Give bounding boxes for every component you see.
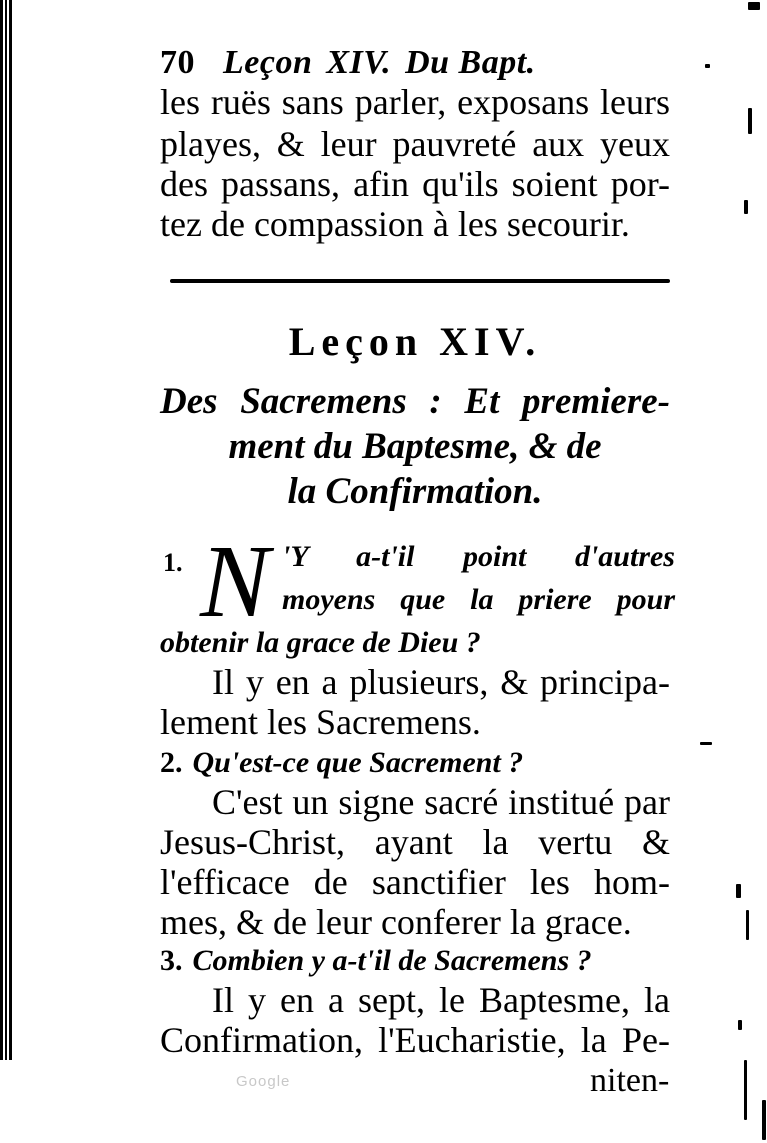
question-text: Combien y a-t'il de Sacremens ?	[192, 944, 592, 977]
lesson-heading-line: ment du Baptesme, & de	[228, 426, 602, 467]
answer-line: C'est un signe sacré institué par	[212, 782, 670, 822]
section-divider	[170, 279, 670, 283]
edge-speck	[744, 1060, 747, 1120]
running-head-topic: Du Bapt.	[405, 44, 536, 81]
answer-line: mes, & de leur conferer la grace.	[160, 902, 632, 942]
question-text: moyens que la priere pour	[282, 583, 675, 616]
answer-line: Il y en a plusieurs, & principa-	[212, 662, 670, 702]
running-head	[160, 44, 620, 82]
question-text: 'Y a-t'il point d'autres	[282, 540, 675, 573]
edge-speck	[748, 2, 760, 10]
answer-line: Confirmation, l'Eucharistie, la Pe-	[160, 1020, 670, 1060]
lesson-heading-line: Des Sacremens : Et premiere-	[160, 381, 670, 422]
paragraph-line: des passans, afin qu'ils soient por-	[160, 164, 670, 204]
edge-speck	[762, 1100, 766, 1140]
answer-line: Jesus-Christ, ayant la vertu &	[160, 822, 670, 862]
question	[160, 744, 670, 782]
paragraph-line: tez de compassion à les secourir.	[160, 204, 630, 244]
question-text: Qu'est-ce que Sacrement ?	[192, 746, 524, 779]
edge-speck	[744, 200, 748, 214]
question-text: obtenir la grace de Dieu ?	[160, 626, 481, 659]
lesson-title: Leçon XIV.	[288, 319, 542, 364]
answer-line: Il y en a sept, le Baptesme, la	[212, 980, 670, 1020]
edge-speck	[748, 108, 752, 134]
question-number: 1.	[163, 548, 183, 577]
edge-speck	[746, 910, 749, 940]
book-gutter	[0, 0, 16, 1060]
answer-line: lement les Sacremens.	[160, 702, 481, 742]
edge-speck	[738, 1020, 742, 1030]
edge-speck	[700, 742, 712, 745]
watermark: Google	[236, 1073, 291, 1090]
catchword: niten-	[590, 1062, 670, 1099]
question	[160, 942, 670, 980]
question-number: 3.	[160, 944, 183, 977]
edge-speck	[736, 884, 741, 898]
answer-line: l'efficace de sanctifier les hom-	[160, 862, 670, 902]
paragraph-line: les ruës sans parler, exposans leurs	[160, 82, 670, 122]
edge-speck	[705, 64, 710, 68]
paragraph-line: playes, & leur pauvreté aux yeux	[160, 124, 670, 164]
drop-cap: N	[200, 524, 270, 639]
running-head-lesson: Leçon	[223, 44, 313, 81]
question-number: 2.	[160, 746, 183, 779]
lesson-heading-line: la Confirmation.	[287, 471, 543, 512]
page-number: 70	[160, 44, 195, 81]
running-head-number: XIV.	[326, 44, 392, 81]
